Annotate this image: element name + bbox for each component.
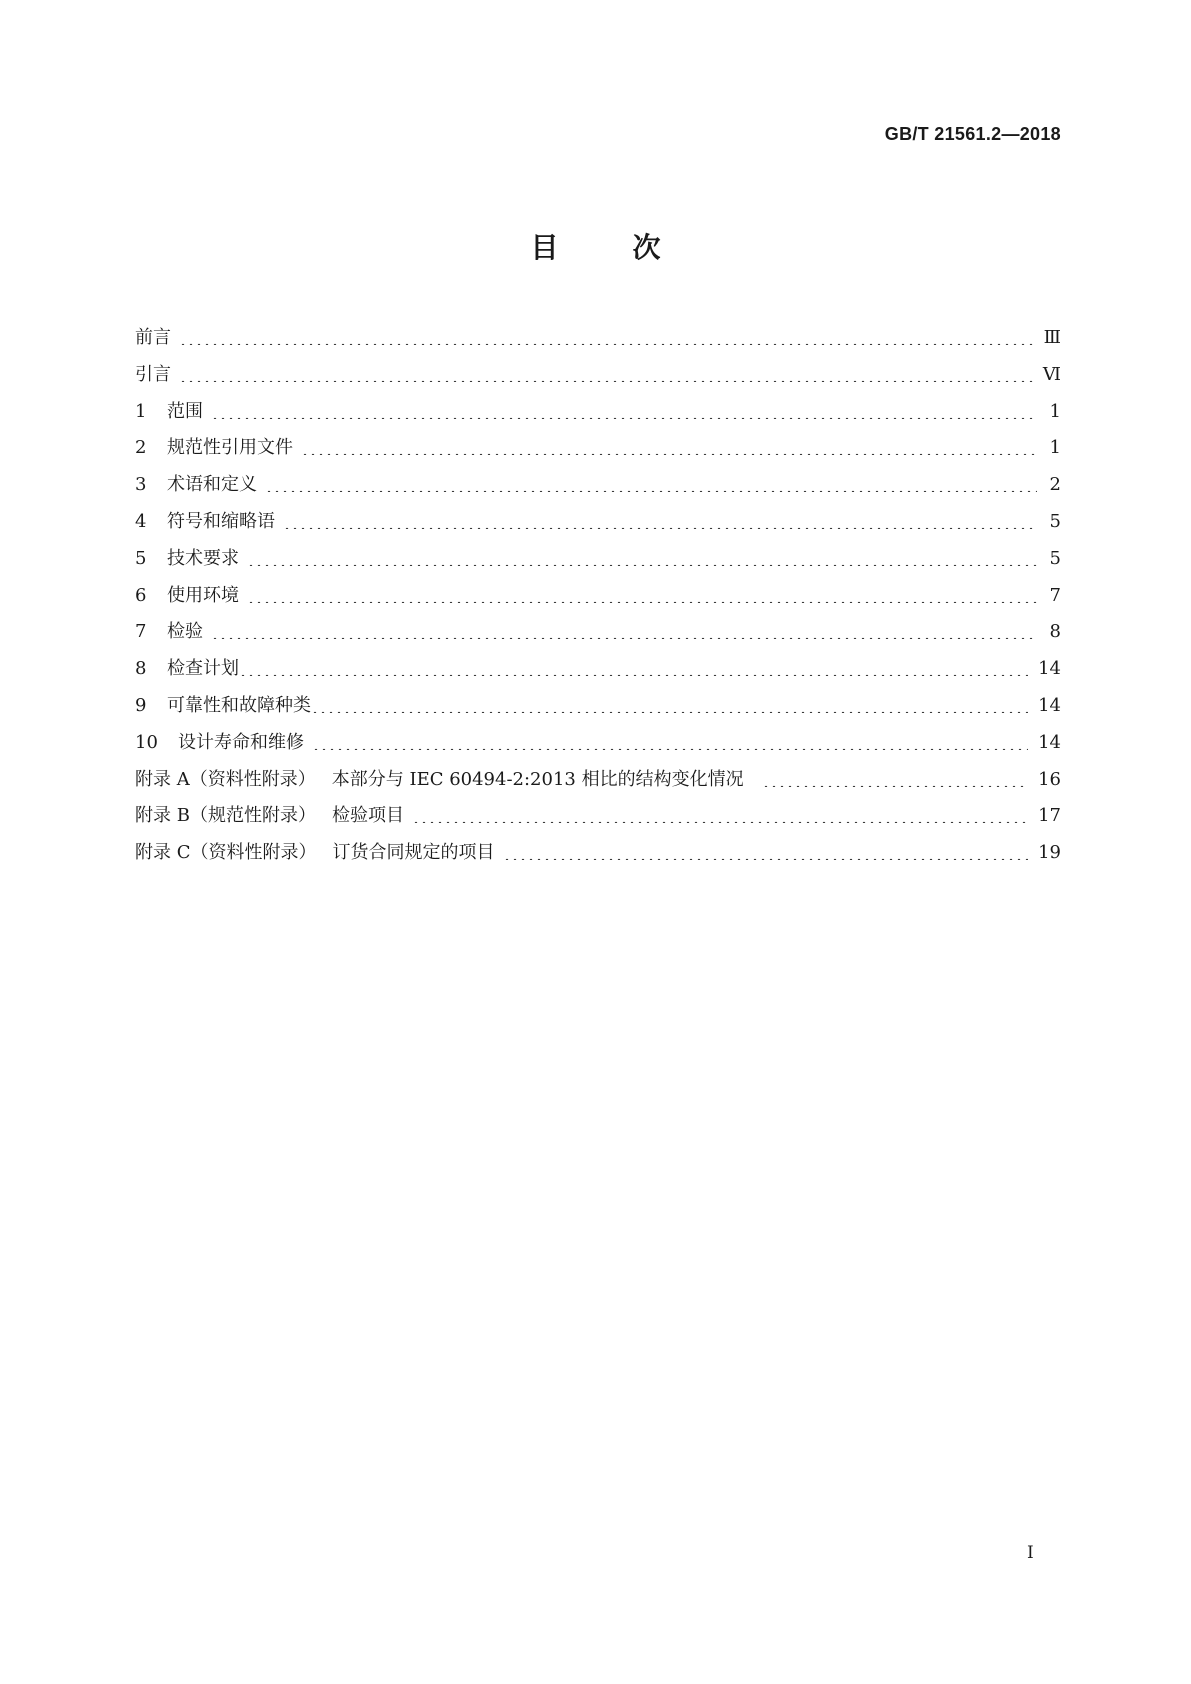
- table-of-contents: [135, 323, 1061, 875]
- toc-entry-page: 19: [1038, 842, 1061, 864]
- toc-entry-page: 2: [1049, 474, 1061, 496]
- toc-entry-label: 前言: [135, 327, 171, 348]
- toc-entry-page: 17: [1038, 805, 1061, 827]
- toc-entry-number: 2: [135, 437, 147, 459]
- toc-leader-dots: [179, 327, 1034, 345]
- toc-entry-number: 4: [135, 510, 147, 532]
- toc-title-char-1: 目: [530, 231, 559, 264]
- toc-entry-page: Ⅵ: [1042, 363, 1061, 385]
- toc-entry-label: 设计寿命和维修: [178, 731, 304, 753]
- toc-entry-inspection-plan[interactable]: [135, 654, 1061, 691]
- toc-entry-number: 3: [135, 474, 147, 496]
- toc-leader-dots: [179, 364, 1033, 382]
- toc-entry-annex-c[interactable]: [135, 838, 1061, 875]
- toc-entry-preface[interactable]: [135, 323, 1061, 360]
- toc-entry-label: [135, 765, 752, 791]
- toc-entry-page: 5: [1049, 547, 1061, 569]
- annex-title: 本部分与 IEC 60494-2:2013 相比的结构变化情况: [331, 768, 744, 790]
- toc-entry-page: Ⅲ: [1043, 327, 1061, 348]
- toc-title-char-2: 次: [632, 231, 661, 264]
- annex-title: 检验项目: [331, 805, 404, 827]
- toc-entry-page: 8: [1049, 621, 1061, 643]
- toc-entry-introduction[interactable]: [135, 360, 1061, 397]
- toc-leader-dots: [247, 548, 1037, 566]
- toc-entry-number: 7: [135, 621, 147, 643]
- toc-leader-dots: [412, 805, 1028, 823]
- standard-code: GB/T 21561.2—2018: [884, 124, 1061, 144]
- toc-entry-scope[interactable]: [135, 397, 1061, 434]
- toc-entry-environment[interactable]: [135, 581, 1061, 618]
- toc-entry-label: 检查计划: [167, 658, 239, 680]
- toc-leader-dots: [283, 511, 1037, 529]
- toc-entry-reliability[interactable]: [135, 691, 1061, 728]
- toc-entry-label: [135, 801, 412, 827]
- toc-title: [0, 226, 1191, 266]
- toc-entry-design-life[interactable]: [135, 728, 1061, 765]
- annex-label: 附录 B（规范性附录）: [135, 805, 316, 827]
- toc-entry-annex-a[interactable]: [135, 765, 1061, 802]
- toc-entry-normative-references[interactable]: [135, 433, 1061, 470]
- annex-label: 附录 A（资料性附录）: [135, 768, 316, 790]
- toc-leader-dots: [211, 621, 1037, 639]
- toc-entry-label: 规范性引用文件: [167, 437, 293, 459]
- toc-entry-number: 10: [135, 731, 158, 753]
- toc-entry-page: 14: [1038, 731, 1061, 753]
- toc-entry-page: 14: [1038, 658, 1061, 680]
- toc-entry-label: 符号和缩略语: [167, 510, 275, 532]
- toc-entry-page: 1: [1049, 400, 1061, 422]
- toc-leader-dots: [265, 474, 1037, 492]
- toc-entry-page: 7: [1049, 584, 1061, 606]
- toc-entry-number: 8: [135, 658, 147, 680]
- toc-leader-dots: [247, 585, 1037, 603]
- toc-leader-dots: [311, 695, 1028, 713]
- page-number: I: [1027, 1543, 1034, 1563]
- toc-leader-dots: [239, 658, 1028, 676]
- toc-entry-page: 16: [1038, 768, 1061, 790]
- toc-entry-terms-definitions[interactable]: [135, 470, 1061, 507]
- toc-entry-label: 可靠性和故障种类: [167, 694, 311, 716]
- toc-entry-page: 5: [1049, 510, 1061, 532]
- toc-leader-dots: [211, 401, 1037, 419]
- toc-entry-label: 引言: [135, 363, 171, 385]
- toc-entry-label: 使用环境: [167, 584, 239, 606]
- toc-entry-symbols-abbreviations[interactable]: [135, 507, 1061, 544]
- toc-leader-dots: [762, 769, 1029, 787]
- toc-entry-number: 1: [135, 400, 147, 422]
- toc-entry-number: 6: [135, 584, 147, 606]
- toc-entry-label: 技术要求: [167, 547, 239, 569]
- annex-title: 订货合同规定的项目: [332, 842, 495, 864]
- toc-entry-page: 14: [1038, 694, 1061, 716]
- annex-label: 附录 C（资料性附录）: [135, 842, 317, 864]
- toc-entry-number: 5: [135, 547, 147, 569]
- toc-entry-label: 范围: [167, 400, 203, 422]
- toc-entry-number: 9: [135, 694, 147, 716]
- toc-leader-dots: [312, 732, 1028, 750]
- toc-entry-annex-b[interactable]: [135, 801, 1061, 838]
- toc-entry-label: 术语和定义: [167, 474, 257, 496]
- toc-entry-technical-requirements[interactable]: [135, 544, 1061, 581]
- toc-entry-label: 检验: [167, 621, 203, 643]
- toc-leader-dots: [503, 842, 1029, 860]
- toc-entry-label: [135, 838, 503, 864]
- toc-entry-inspection[interactable]: [135, 617, 1061, 654]
- toc-leader-dots: [301, 437, 1037, 455]
- toc-entry-page: 1: [1049, 437, 1061, 459]
